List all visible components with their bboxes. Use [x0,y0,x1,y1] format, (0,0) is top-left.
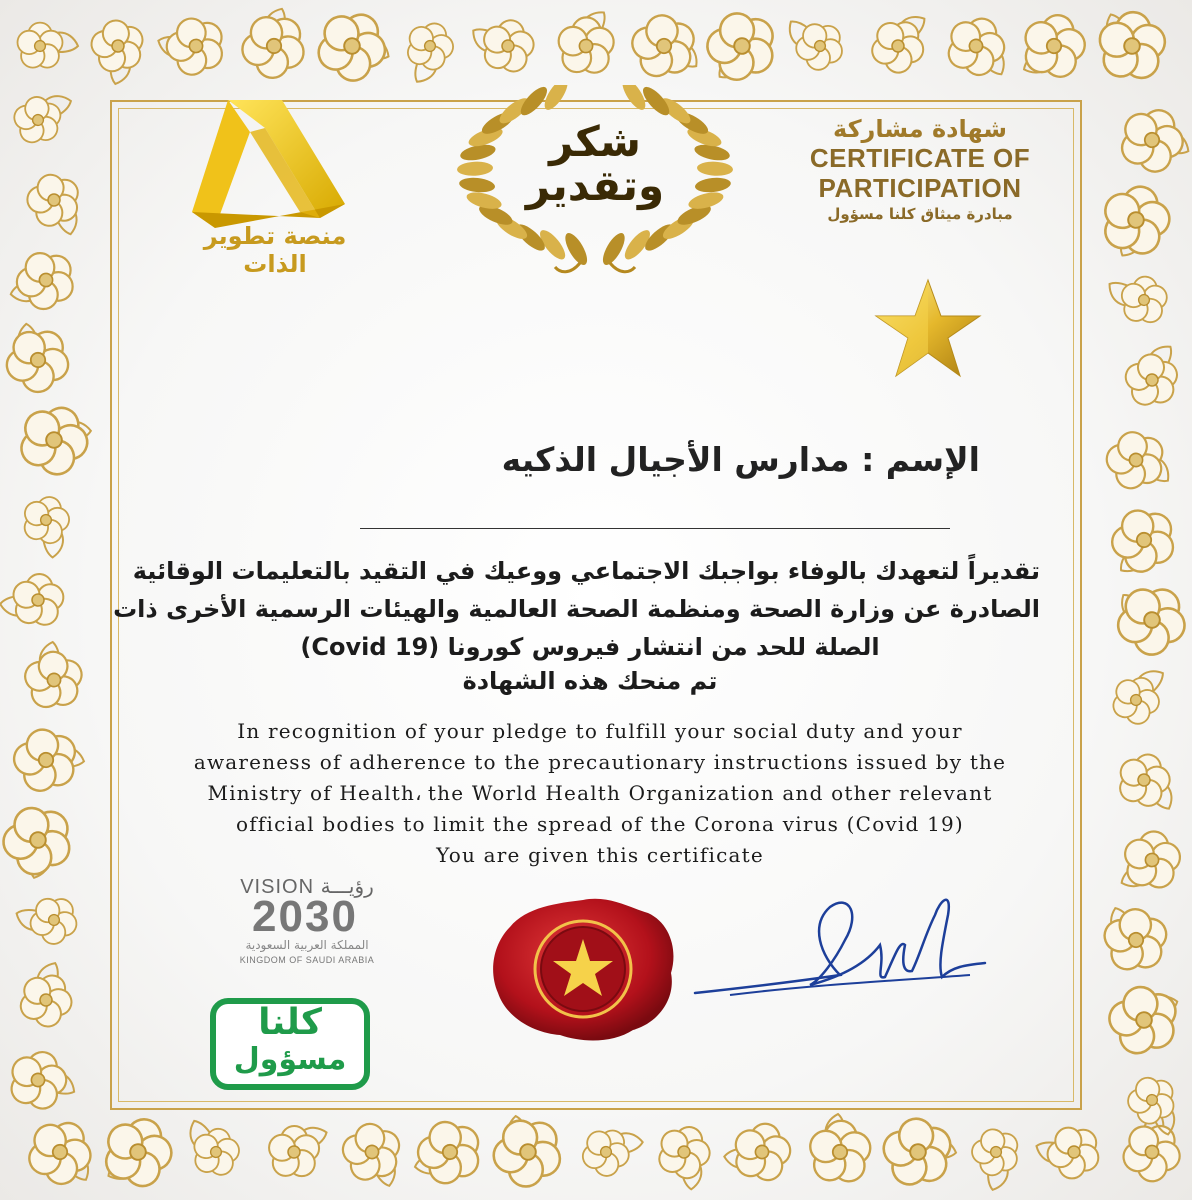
arabic-body-text [113,552,1040,696]
arabic-line-3: الصلة للحد من انتشار فيروس كورونا (Covid 19) [300,633,880,661]
emblem-line2: وتقدير [525,161,665,210]
recipient-name: مدارس الأجيال الذكيه [501,440,850,479]
english-line-1: In recognition of your pledge to fulfill your social duty and your [237,719,963,743]
certificate-title-english-1: CERTIFICATE OF [809,143,1031,173]
vision-2030-arabic: المملكة العربية السعودية [245,938,369,952]
arabic-line-4: تم منحك هذه الشهادة [462,667,718,695]
thanks-emblem-text [490,117,700,210]
kollona-line2: مسؤول [233,1042,347,1077]
gold-star-icon [868,276,988,386]
kollona-line1: كلنا [258,1002,322,1043]
wax-seal-icon [488,895,678,1045]
english-line-4: official bodies to limit the spread of the Corona virus (Covid 19) [236,812,964,836]
certificate-title [790,115,1050,223]
vision-2030-english: KINGDOM OF SAUDI ARABIA [239,955,375,965]
signature-icon [690,885,990,1010]
recipient-line [370,440,980,479]
vision-2030-heading: VISION رؤيـــة [240,876,374,898]
name-underline [360,528,950,529]
english-body-text [150,716,1050,871]
certificate-title-arabic: شهادة مشاركة [833,115,1007,143]
english-line-5: You are given this certificate [436,843,764,867]
name-label: الإسم : [861,440,980,479]
english-line-2: awareness of adherence to the precautionary instructions issued by the [193,750,1007,774]
english-line-3: Ministry of Health، the World Health Organization and other relevant [207,781,993,805]
emblem-line1: شكر [549,117,641,166]
arabic-line-1: تقديراً لتعهدك بالوفاء بواجبك الاجتماعي ووعيك في التقيد بالتعليمات الوقائية [132,557,1040,585]
self-development-logo-text: منصة تطوير الذات [203,222,347,278]
certificate-title-english-2: PARTICIPATION [818,173,1022,203]
arabic-line-2: الصادرة عن وزارة الصحة ومنظمة الصحة العالمية والهيئات الرسمية الأخرى ذات [113,595,1040,623]
initiative-name: مبادرة ميثاق كلنا مسؤول [827,205,1013,223]
vision-2030-number: 2030 [252,892,358,941]
